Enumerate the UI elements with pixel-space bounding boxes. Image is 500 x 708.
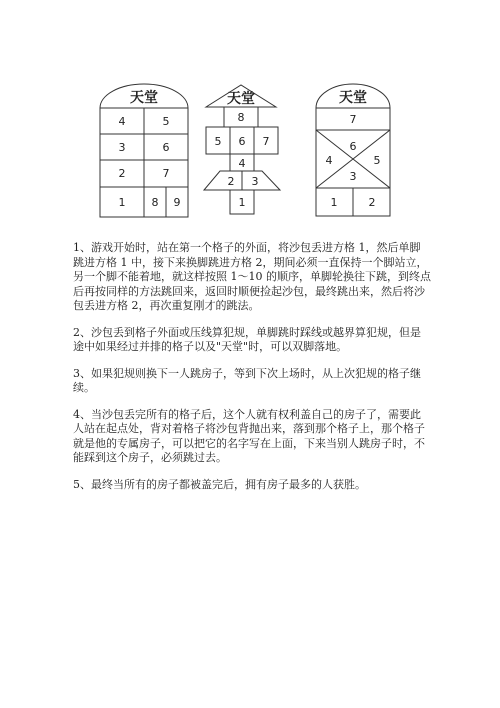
rule-paragraph: 2、沙包丢到格子外面或压线算犯规，单脚跳时踩线或越界算犯规，但是途中如果经过并排的格子以及"天堂"时，可以双脚落地。	[73, 325, 421, 353]
cell-number: 9	[173, 196, 181, 209]
cell-number: 1	[118, 196, 126, 209]
cell-number: 5	[162, 115, 170, 128]
heaven-label-right: 天堂	[339, 90, 367, 106]
rule-paragraph: 3、如果犯规则换下一人跳房子，等到下次上场时，从上次犯规的格子继续。	[73, 366, 421, 394]
rule-paragraph: 4、当沙包丢完所有的格子后，这个人就有权利盖自己的房子了，需要此人站在起点处，背对着格子将沙包背抛出来，落到那个格子上，那个格子就是他的专属房子，可以把它的名字写在上面，下来当别人跳房子时，不能踩到这个房子，必须跳过去。	[73, 407, 425, 464]
hopscotch-diagrams	[96, 82, 406, 226]
cell-number: 3	[349, 170, 357, 183]
cell-number: 3	[251, 175, 259, 188]
cell-number: 5	[373, 154, 381, 167]
game-rules	[73, 241, 431, 504]
cell-number: 1	[330, 196, 338, 209]
cell-number: 7	[162, 167, 170, 180]
hopscotch-grid-right	[316, 84, 390, 216]
cell-number: 4	[325, 154, 333, 167]
heaven-label-middle: 天堂	[227, 91, 255, 107]
cell-number: 7	[349, 113, 357, 126]
hopscotch-diagram-svg	[96, 82, 406, 222]
cell-number: 8	[151, 196, 159, 209]
rule-paragraph: 5、最终当所有的房子都被盖完后，拥有房子最多的人获胜。	[73, 477, 366, 491]
hopscotch-grid-middle	[204, 85, 280, 214]
hopscotch-grid-left	[100, 84, 188, 217]
cell-number: 6	[162, 141, 170, 154]
cell-number: 7	[262, 135, 270, 148]
cell-number: 2	[118, 167, 126, 180]
heaven-label-left: 天堂	[130, 90, 158, 106]
cell-number: 4	[118, 115, 126, 128]
cell-number: 6	[238, 135, 246, 148]
cell-number: 4	[238, 157, 246, 170]
cell-number: 8	[237, 111, 245, 124]
cell-number: 2	[227, 175, 235, 188]
rule-paragraph: 1、游戏开始时，站在第一个格子的外面，将沙包丢进方格 1，然后单脚跳进方格 1 中，接下来换脚跳进方格 2，期间必须一直保持一个脚站立，另一个脚不能着地，就这样按照 1～10 的顺序，单脚轮换往下跳，到终点后再按同样的方法跳回来，返回时顺便捡起沙包，最终跳出来，然后将沙包丢进方格 2，再次重复刚才的跳法。	[73, 241, 431, 312]
cell-number: 6	[349, 140, 357, 153]
cell-number: 5	[214, 135, 222, 148]
cell-number: 2	[368, 196, 376, 209]
cell-number: 1	[238, 196, 246, 209]
cell-number: 3	[118, 141, 126, 154]
